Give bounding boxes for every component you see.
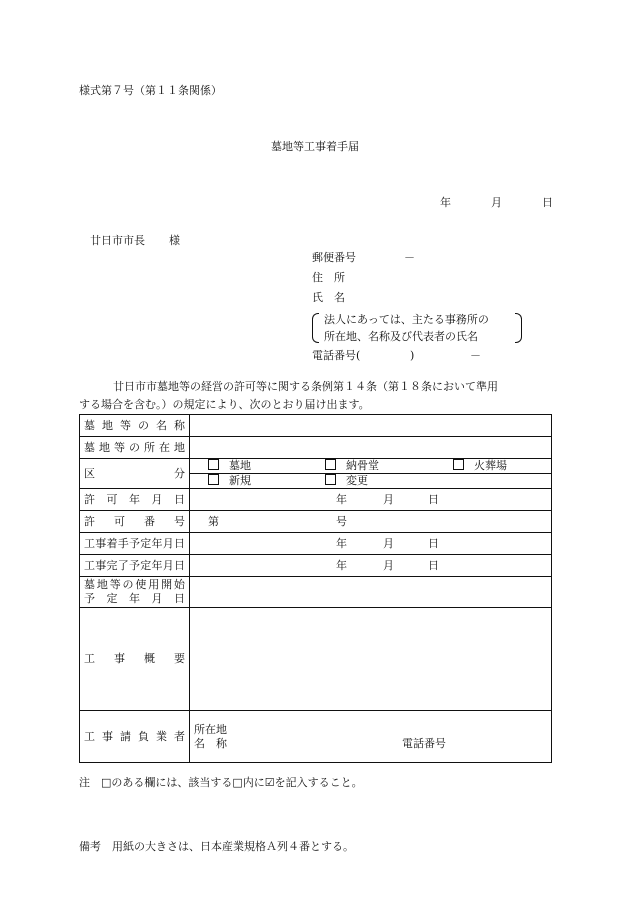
start-date-field[interactable] (190, 533, 552, 555)
permit-number-suffix: 号 (336, 514, 347, 528)
phone-row[interactable] (312, 349, 522, 369)
application-table (79, 414, 552, 763)
use-start-line1: 墓 地 等 の 使 用 開 始 (84, 578, 185, 591)
checkbox-icon[interactable] (208, 459, 219, 470)
submission-date[interactable] (440, 194, 553, 210)
note: 注 □のある欄には、該当する□内に☑を記入すること。 (79, 776, 363, 789)
overview-text: 工 事 概 要 (84, 652, 185, 665)
permit-month: 月 (383, 492, 394, 506)
end-year: 年 (336, 558, 347, 572)
form-number: 様式第７号（第１１条関係） (79, 84, 222, 97)
postal-dash: － (404, 251, 415, 264)
remark: 備考 用紙の大きさは、日本産業規格Ａ列４番とする。 (79, 840, 354, 853)
option-crematorium[interactable] (453, 459, 507, 473)
checkbox-icon[interactable] (208, 474, 219, 485)
location-field[interactable] (190, 437, 552, 459)
corporation-note (312, 311, 522, 345)
checkbox-icon[interactable] (325, 459, 336, 470)
applicant-block (312, 251, 522, 369)
option-change-label: 変更 (346, 474, 368, 487)
facility-name-field[interactable] (190, 415, 552, 437)
option-cemetery[interactable] (208, 459, 325, 473)
option-ossuary-label: 納骨堂 (346, 459, 379, 472)
category-label (80, 459, 190, 489)
phone-close: ) (410, 349, 415, 362)
permit-number-label (80, 511, 190, 533)
address-row[interactable] (312, 271, 522, 291)
permit-date-label (80, 489, 190, 511)
start-date-label (80, 533, 190, 555)
address-label: 住 所 (312, 271, 345, 284)
option-change[interactable] (325, 474, 368, 488)
end-day: 日 (428, 558, 439, 572)
permit-day: 日 (428, 492, 439, 506)
permit-date-field[interactable] (190, 489, 552, 511)
overview-field[interactable] (190, 608, 552, 711)
contractor-text: 工 事 請 負 業 者 (84, 729, 185, 743)
facility-name-text: 墓 地 等 の 名 称 (84, 418, 185, 432)
permit-number-field[interactable] (190, 511, 552, 533)
body-text-line2: する場合を含む。）の規定により、次のとおり届け出ます。 (79, 398, 370, 411)
checkbox-icon[interactable] (325, 474, 336, 485)
end-month: 月 (383, 558, 394, 572)
name-label: 氏 名 (312, 291, 345, 304)
category-label-a: 区 (84, 466, 95, 480)
permit-year: 年 (336, 492, 347, 506)
phone-label: 電話番号( (312, 349, 361, 362)
option-crematorium-label: 火葬場 (474, 459, 507, 472)
date-month: 月 (491, 196, 502, 209)
contractor-phone: 電話番号 (402, 736, 446, 750)
use-start-field[interactable] (190, 577, 552, 608)
corp-note-line1: 法人にあっては、主たる事務所の (324, 313, 489, 326)
postal-row[interactable] (312, 251, 522, 271)
body-text (79, 378, 554, 414)
form-title: 墓地等工事着手届 (271, 140, 359, 153)
end-date-field[interactable] (190, 555, 552, 577)
addressee-suffix: 様 (169, 234, 180, 247)
checkbox-icon[interactable] (453, 459, 464, 470)
start-date-text: 工 事 着 手 予 定 年 月 日 (84, 536, 185, 550)
corp-note-line2: 所在地、名称及び代表者の氏名 (324, 330, 478, 343)
category-options-row1 (190, 459, 552, 474)
start-day: 日 (428, 536, 439, 550)
name-row[interactable] (312, 291, 522, 309)
category-label-b: 分 (174, 466, 185, 480)
contractor-label (80, 711, 190, 763)
location-text: 墓 地 等 の 所 在 地 (84, 440, 185, 454)
end-date-text: 工 事 完 了 予 定 年 月 日 (84, 558, 185, 572)
body-text-line1: 廿日市市墓地等の経営の許可等に関する条例第１４条（第１８条において準用 (113, 380, 498, 393)
date-year: 年 (440, 196, 451, 209)
contractor-field[interactable] (190, 711, 552, 763)
option-new-label: 新規 (229, 474, 251, 487)
facility-name-label (80, 415, 190, 437)
option-ossuary[interactable] (325, 459, 453, 473)
postal-label: 郵便番号 (312, 251, 356, 264)
use-start-line2: 予 定 年 月 日 (84, 592, 185, 605)
use-start-label (80, 577, 190, 608)
addressee (90, 232, 180, 248)
permit-date-text: 許 可 年 月 日 (84, 492, 185, 506)
end-date-label (80, 555, 190, 577)
permit-number-text: 許 可 番 号 (84, 514, 185, 528)
contractor-name: 名 称 (194, 736, 227, 750)
permit-number-prefix: 第 (208, 514, 219, 528)
contractor-location: 所在地 (194, 722, 227, 736)
phone-dash: － (470, 349, 481, 362)
start-year: 年 (336, 536, 347, 550)
addressee-name: 廿日市市長 (90, 234, 145, 247)
overview-label (80, 608, 190, 711)
option-new[interactable] (208, 474, 325, 488)
option-cemetery-label: 墓地 (229, 459, 251, 472)
location-label (80, 437, 190, 459)
category-options-row2 (190, 474, 552, 489)
date-day: 日 (542, 196, 553, 209)
start-month: 月 (383, 536, 394, 550)
